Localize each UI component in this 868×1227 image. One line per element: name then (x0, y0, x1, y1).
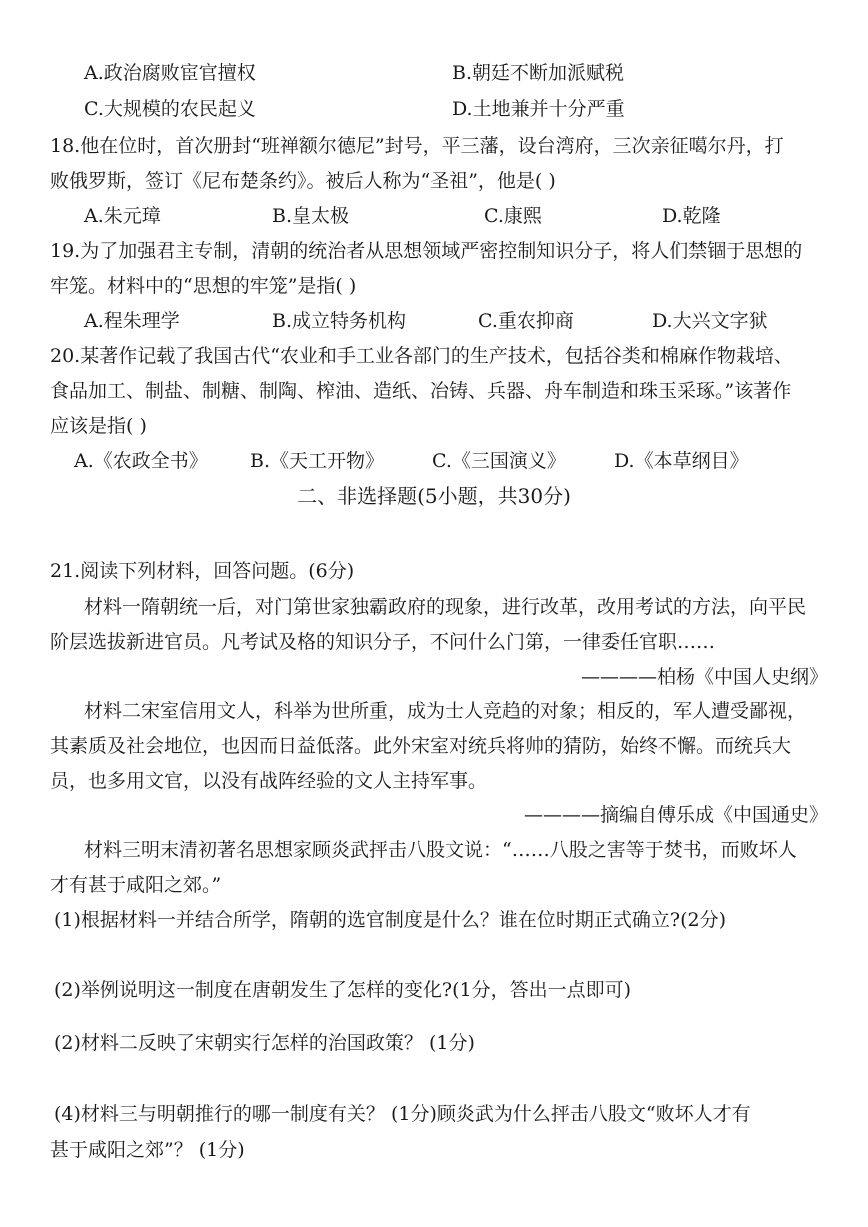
q17-option-d: D.土地兼并十分严重 (452, 98, 625, 120)
q19-option-d: D.大兴文字狱 (652, 310, 768, 332)
q21-material2-source: ————摘编自傅乐成《中国通史》 (523, 804, 828, 826)
q18-option-b: B.皇太极 (272, 205, 350, 227)
q17-option-a: A.政治腐败宦官擅权 (84, 62, 256, 84)
q21-material1-line2: 阶层选拔新进官员。凡考试及格的知识分子，不问什么门第，一律委任官职…… (50, 631, 716, 653)
q20-option-d: D.《本草纲目》 (614, 450, 749, 472)
q18-option-d: D.乾隆 (662, 205, 721, 227)
q21-material2-line2: 其素质及社会地位，也因而日益低落。此外宋室对统兵将帅的猜防，始终不懈。而统兵大 (50, 735, 792, 757)
q19-option-a: A.程朱理学 (84, 310, 180, 332)
q21-subquestion-3: (2)材料二反映了宋朝实行怎样的治国政策？ (1分) (54, 1032, 475, 1054)
q17-option-c: C.大规模的农民起义 (84, 98, 256, 120)
q21-subquestion-2: (2)举例说明这一制度在唐朝发生了怎样的变化?(1分，答出一点即可) (54, 979, 632, 1001)
q21-stem: 21.阅读下列材料，回答问题。(6分) (50, 560, 355, 582)
q20-stem-line3: 应该是指( ) (50, 415, 147, 437)
q19-stem-line2: 牢笼。材料中的“思想的牢笼”是指( ) (50, 275, 357, 297)
q21-material2-line1: 材料二宋室信用文人，科举为世所重，成为士人竞趋的对象；相反的，军人遭受鄙视， (84, 700, 807, 722)
q18-option-c: C.康熙 (484, 205, 542, 227)
q19-option-b: B.成立特务机构 (272, 310, 407, 332)
q21-material1-line1: 材料一隋朝统一后，对门第世家独霸政府的现象，进行改革，改用考试的方法，向平民 (84, 596, 807, 618)
q20-stem-line2: 食品加工、制盐、制糖、制陶、榨油、造纸、冶铸、兵器、舟车制造和珠玉采琢。”该著作 (50, 380, 792, 402)
q21-material3-line2: 才有甚于咸阳之郊。” (50, 874, 222, 896)
section-title: 二、非选择题(5小题，共30分) (297, 484, 571, 508)
q21-subquestion-4-line1: (4)材料三与明朝推行的哪一制度有关？ (1分)顾炎武为什么抨击八股文“败坏人才有 (54, 1103, 751, 1125)
q19-stem-line1: 19.为了加强君主专制，清朝的统治者从思想领域严密控制知识分子，将人们禁锢于思想的 (50, 240, 803, 262)
q21-subquestion-4-line2: 甚于咸阳之郊”？ (1分) (50, 1139, 245, 1161)
q18-stem-line2: 败俄罗斯，签订《尼布楚条约》。被后人称为“圣祖”，他是( ) (50, 170, 556, 192)
q21-material2-line3: 员，也多用文官，以没有战阵经验的文人主持军事。 (50, 770, 488, 792)
q20-option-b: B.《天工开物》 (250, 450, 385, 472)
q21-material3-line1: 材料三明末清初著名思想家顾炎武抨击八股文说：“……八股之害等于焚书，而败坏人 (84, 839, 797, 861)
q21-material1-source: ————柏杨《中国人史纲》 (580, 666, 828, 688)
q18-stem-line1: 18.他在位时，首次册封“班禅额尔德尼”封号，平三藩，设台湾府，三次亲征噶尔丹，打 (50, 135, 784, 157)
q20-option-a: A.《农政全书》 (74, 450, 208, 472)
q17-option-b: B.朝廷不断加派赋税 (452, 62, 625, 84)
q18-option-a: A.朱元璋 (84, 205, 161, 227)
q21-subquestion-1: (1)根据材料一并结合所学，隋朝的选官制度是什么？谁在位时期正式确立?(2分) (54, 909, 727, 931)
q20-stem-line1: 20.某著作记载了我国古代“农业和手工业各部门的生产技术，包括谷类和棉麻作物栽培、 (50, 345, 793, 367)
q20-option-c: C.《三国演义》 (432, 450, 566, 472)
q19-option-c: C.重农抑商 (478, 310, 574, 332)
